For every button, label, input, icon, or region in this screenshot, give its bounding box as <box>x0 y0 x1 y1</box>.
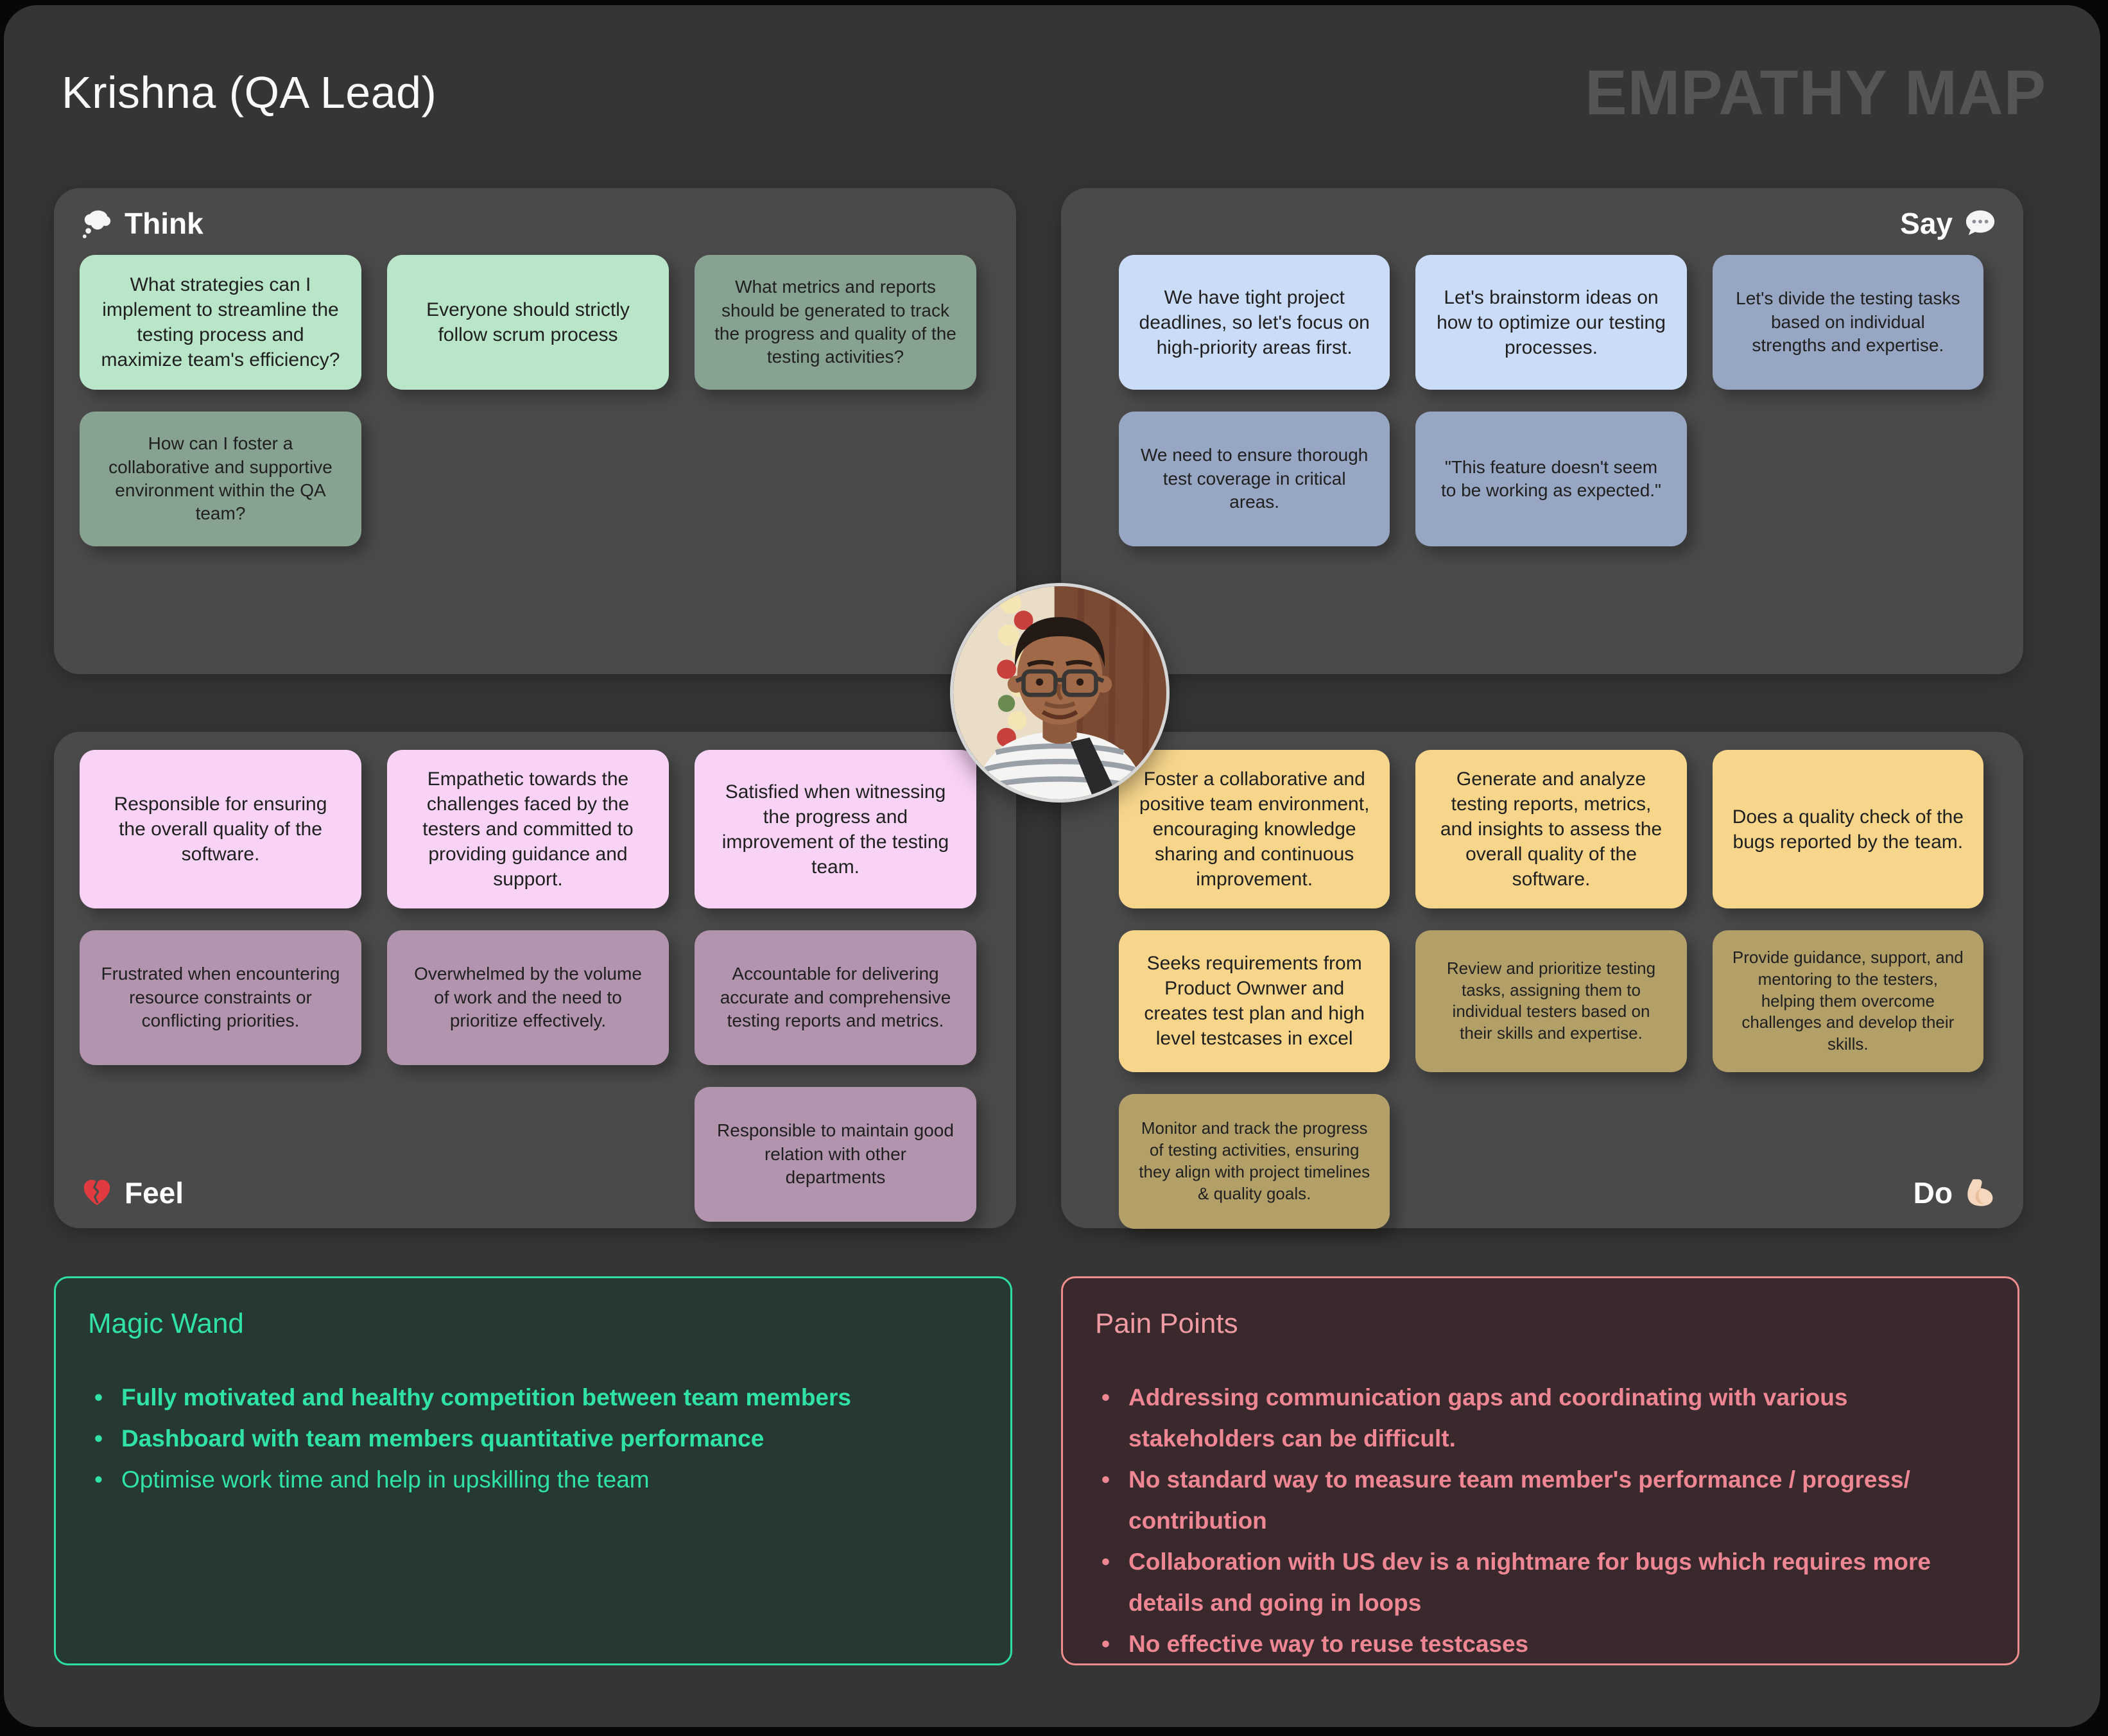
do-label-text: Do <box>1913 1176 1953 1210</box>
sticky-note[interactable]: Satisfied when witnessing the progress and improvement of the testing team. <box>695 750 976 908</box>
think-label-text: Think <box>125 207 203 240</box>
sticky-note[interactable]: What metrics and reports should be generated to track the progress and quality of the testing activities? <box>695 255 976 390</box>
think-notes <box>80 255 976 546</box>
list-item: • Collaboration with US dev is a nightmare for bugs which requires more details and going in loops <box>1128 1541 1979 1624</box>
sticky-note[interactable]: Seeks requirements from Product Ownwer and creates test plan and high level testcases in excel <box>1119 930 1390 1072</box>
sticky-note[interactable]: Generate and analyze testing reports, metrics, and insights to assess the overall quality of the software. <box>1415 750 1686 908</box>
empathy-map-watermark: EMPATHY MAP <box>1585 57 2046 128</box>
speech-balloon-icon <box>1964 207 1996 239</box>
magic-wand-list <box>91 1377 972 1500</box>
sticky-note[interactable]: Foster a collaborative and positive team environment, encouraging knowledge sharing and continuous improvement. <box>1119 750 1390 908</box>
pain-points-title: Pain Points <box>1095 1308 1238 1339</box>
sticky-note[interactable]: How can I foster a collaborative and supportive environment within the QA team? <box>80 412 361 546</box>
sticky-note[interactable]: Overwhelmed by the volume of work and the need to prioritize effectively. <box>387 930 669 1065</box>
pain-points-list <box>1098 1377 1979 1665</box>
magic-wand-section <box>54 1276 1012 1665</box>
sticky-note[interactable]: We have tight project deadlines, so let's focus on high-priority areas first. <box>1119 255 1390 390</box>
say-label-text: Say <box>1900 207 1953 240</box>
sticky-note[interactable]: Let's brainstorm ideas on how to optimize our testing processes. <box>1415 255 1686 390</box>
quadrant-say <box>1061 188 2023 674</box>
page-title: Krishna (QA Lead) <box>62 67 437 117</box>
magic-wand-title: Magic Wand <box>88 1308 244 1339</box>
flexed-biceps-icon <box>1964 1177 1996 1209</box>
sticky-note[interactable]: Responsible for ensuring the overall quality of the software. <box>80 750 361 908</box>
quadrant-feel <box>54 732 1016 1228</box>
sticky-note[interactable]: "This feature doesn't seem to be working as expected." <box>1415 412 1686 546</box>
say-notes <box>1119 255 1983 546</box>
do-notes <box>1119 750 1983 1229</box>
pain-points-section <box>1061 1276 2019 1665</box>
list-item: • Optimise work time and help in upskilling the team <box>121 1459 972 1500</box>
sticky-note[interactable]: Everyone should strictly follow scrum process <box>387 255 669 390</box>
sticky-note[interactable]: Monitor and track the progress of testing activities, ensuring they align with project timelines & quality goals. <box>1119 1094 1390 1229</box>
sticky-note[interactable]: Responsible to maintain good relation with other departments <box>695 1087 976 1222</box>
quadrant-do <box>1061 732 2023 1228</box>
feel-label <box>81 1177 184 1209</box>
say-label <box>1900 207 1996 239</box>
sticky-note[interactable]: Provide guidance, support, and mentoring to the testers, helping them overcome challenges and develop their skills. <box>1713 930 1983 1072</box>
list-item: • Dashboard with team members quantitative performance <box>121 1418 972 1459</box>
sticky-note[interactable]: Let's divide the testing tasks based on individual strengths and expertise. <box>1713 255 1983 390</box>
sticky-note[interactable]: Empathetic towards the challenges faced by the testers and committed to providing guidance and support. <box>387 750 669 908</box>
broken-heart-icon <box>81 1177 113 1209</box>
sticky-note[interactable]: Review and prioritize testing tasks, assigning them to individual testers based on their skills and expertise. <box>1415 930 1686 1072</box>
avatar <box>950 583 1170 803</box>
sticky-note[interactable]: What strategies can I implement to streamline the testing process and maximize team's efficiency? <box>80 255 361 390</box>
sticky-note[interactable]: Frustrated when encountering resource constraints or conflicting priorities. <box>80 930 361 1065</box>
list-item: • Fully motivated and healthy competition between team members <box>121 1377 972 1418</box>
feel-label-text: Feel <box>125 1176 184 1210</box>
sticky-note[interactable]: Does a quality check of the bugs reported by the team. <box>1713 750 1983 908</box>
list-item: • No standard way to measure team member's performance / progress/ contribution <box>1128 1459 1979 1541</box>
think-label <box>81 207 203 239</box>
quadrant-think <box>54 188 1016 674</box>
do-label <box>1914 1177 1996 1209</box>
list-item: • Addressing communication gaps and coordinating with various stakeholders can be difficult. <box>1128 1377 1979 1459</box>
sticky-note[interactable]: We need to ensure thorough test coverage in critical areas. <box>1119 412 1390 546</box>
sticky-note[interactable]: Accountable for delivering accurate and comprehensive testing reports and metrics. <box>695 930 976 1065</box>
list-item: • No effective way to reuse testcases <box>1128 1624 1979 1665</box>
feel-notes <box>80 750 976 1222</box>
thought-balloon-icon <box>81 207 113 239</box>
